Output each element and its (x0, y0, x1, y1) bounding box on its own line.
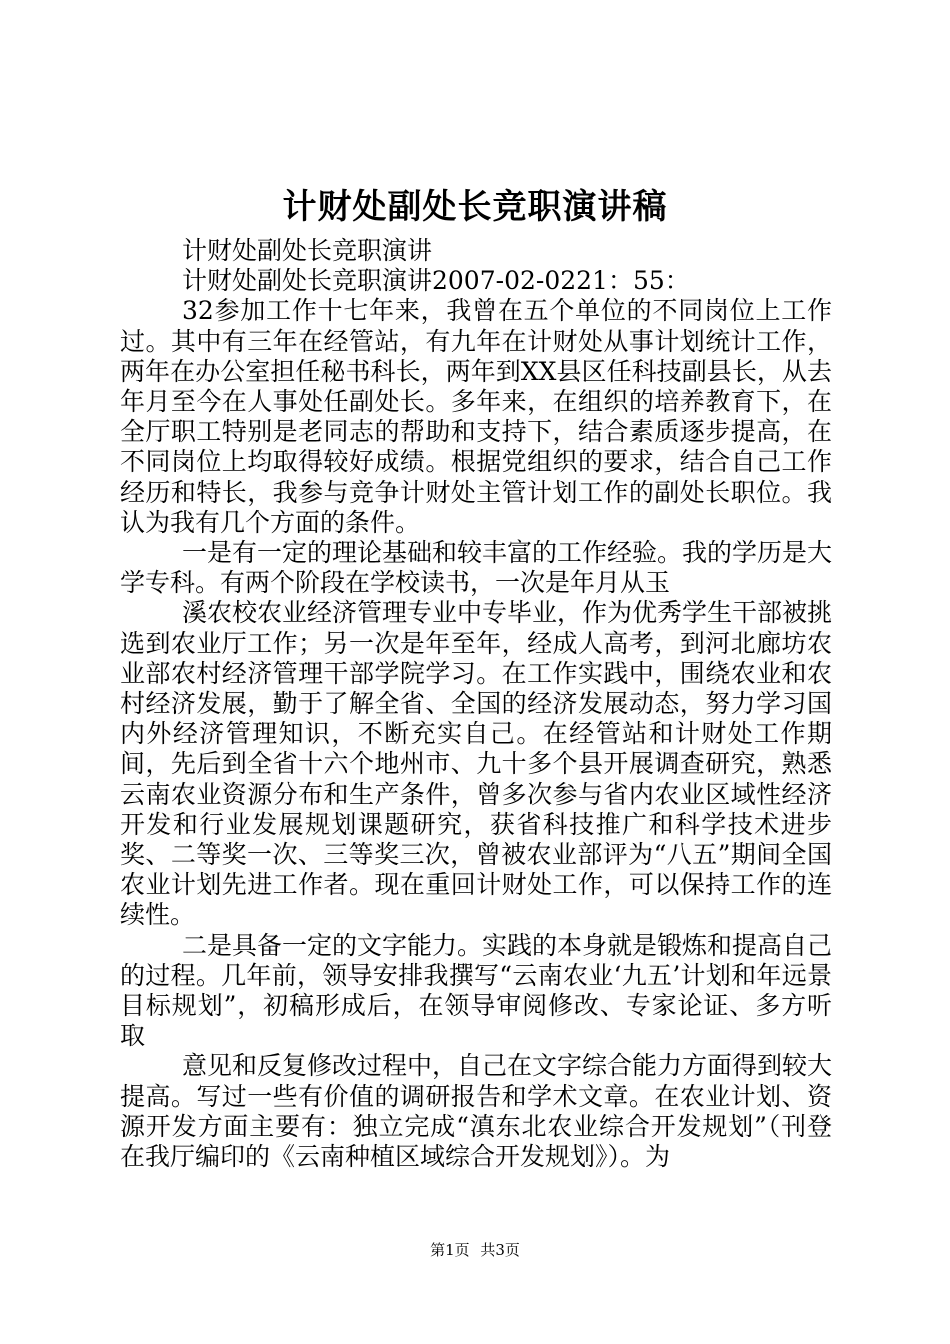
paragraph-point-one-continued: 溪农校农业经济管理专业中专毕业，作为优秀学生干部被挑选到农业厅工作；另一次是年至年，经成人高考，到河北廊坊农业部农村经济管理干部学院学习。在工作实践中，围绕农业和农村经济发展，勤于了解全省、全国的经济发展动态，努力学习国内外经济管理知识，不断充实自己。在经管站和计财处工作期间，先后到全省十六个地州市、九十多个县开展调查研究，熟悉云南农业资源分布和生产条件，曾多次参与省内农业区域性经济开发和行业发展规划课题研究，获省科技推广和科学技术进步奖、二等奖一次、三等奖三次，曾被农业部评为“八五”期间全国农业计划先进工作者。现在重回计财处工作，可以保持工作的连续性。 (120, 598, 833, 930)
paragraph-point-two-continued: 意见和反复修改过程中，自己在文字综合能力方面得到较大提高。写过一些有价值的调研报告和学术文章。在农业计划、资源开发方面主要有：独立完成“滇东北农业综合开发规划”（刊登在我厅编印的《云南种植区域综合开发规划》）。为 (120, 1051, 833, 1172)
paragraph-point-one: 一是有一定的理论基础和较丰富的工作经验。我的学历是大学专科。有两个阶段在学校读书，一次是年月从玉 (120, 538, 833, 598)
document-body (120, 236, 832, 1172)
page-footer (0, 1240, 950, 1260)
paragraph-subtitle: 计财处副处长竞职演讲 (182, 236, 433, 265)
paragraph-intro: 32参加工作十七年来，我曾在五个单位的不同岗位上工作过。其中有三年在经管站，有九年在计财处从事计划统计工作，两年在办公室担任秘书科长，两年到XX县区任科技副县长，从去年月至今在人事处任副处长。多年来，在组织的培养教育下，在全厅职工特别是老同志的帮助和支持下，结合素质逐步提高，在不同岗位上均取得较好成绩。根据党组织的要求，结合自己工作经历和特长，我参与竞争计财处主管计划工作的副处长职位。我认为我有几个方面的条件。 (120, 296, 832, 537)
paragraph-point-two: 二是具备一定的文字能力。实践的本身就是锻炼和提高自己的过程。几年前，领导安排我撰写“云南农业‘九五’计划和年远景目标规划”，初稿形成后，在领导审阅修改、专家论证、多方听取 (120, 930, 833, 1051)
page-number: 第1页 (430, 1241, 470, 1259)
page-total: 共3页 (480, 1241, 520, 1259)
paragraph-dateline: 计财处副处长竞职演讲2007-02-0221：55： (182, 266, 690, 296)
document-title: 计财处副处长竞职演讲稿 (282, 187, 668, 227)
